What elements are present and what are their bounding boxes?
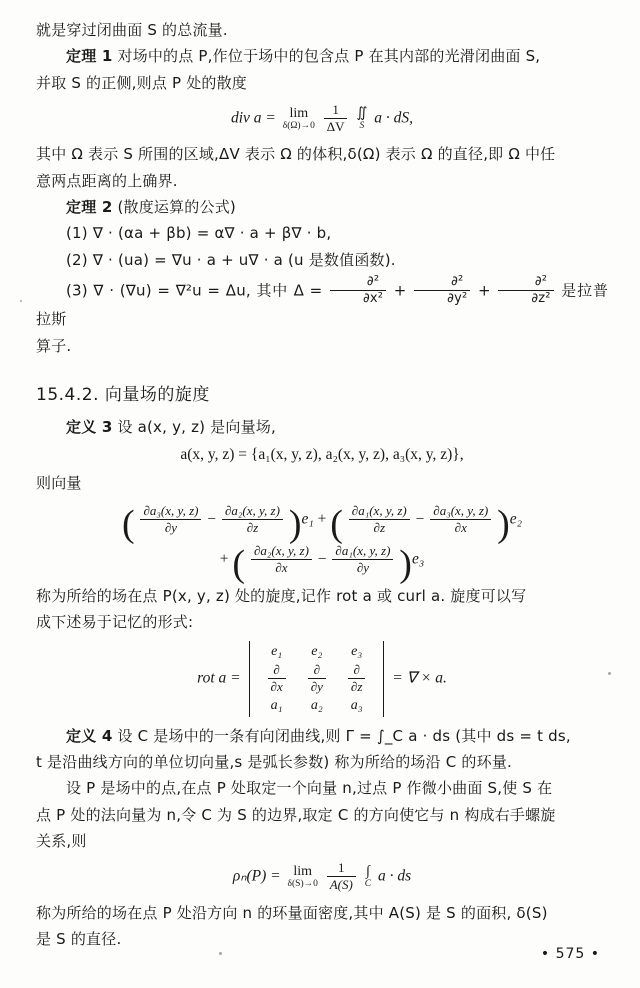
equation-divergence — [36, 102, 608, 136]
theorem-1-text: 对场中的点 P,作位于场中的包含点 P 在其内部的光滑闭曲面 S, — [117, 47, 541, 66]
laplacian-term-x — [330, 274, 386, 308]
definition-3-label: 定义 3 — [66, 417, 113, 436]
partial-z-denominator: ∂z — [350, 679, 363, 695]
equation-divergence-limit — [283, 106, 315, 132]
det-cell-e3: e₃ — [351, 644, 363, 660]
rho-limit — [288, 864, 318, 890]
divergence-formula-item-2: (2) ∇ · (ua) = ∇u · a + u∇ · a (u 是数值函数). — [66, 250, 396, 269]
laplacian-term-z — [498, 274, 553, 308]
surface-integral-symbol — [356, 106, 367, 132]
curl-3a-numerator: ∂a₂(x, y, z) — [251, 543, 312, 560]
scan-speck — [20, 300, 22, 302]
definition-4-text-cont: t 是沿曲线方向的单位切向量,s 是弧长参数) 称为所给的场沿 C 的环量. — [36, 752, 513, 771]
minus-sign-3: − — [317, 550, 327, 568]
det-cell-dy — [297, 661, 337, 697]
curl-1b-numerator: ∂a₂(x, y, z) — [222, 503, 283, 520]
rho-fraction — [327, 860, 356, 894]
open-paren-3: ( — [232, 543, 246, 586]
partial-y-fraction — [308, 662, 326, 696]
partial-x-denominator: ∂x — [270, 679, 283, 695]
page-content — [36, 18, 608, 953]
equation-curl-line2 — [36, 543, 608, 586]
determinant-row-basis — [257, 643, 377, 661]
rho-fraction-numerator: 1 — [327, 860, 356, 877]
determinant-row-components — [257, 697, 377, 715]
plus-sign-2: + — [477, 281, 491, 300]
det-cell-e2: e₂ — [311, 644, 323, 660]
rho-fraction-denominator: A(S) — [329, 877, 353, 893]
partial-z-fraction — [348, 662, 365, 696]
close-paren-2: ) — [497, 502, 510, 545]
curl-3b-numerator: ∂a₁(x, y, z) — [332, 543, 393, 560]
curl-3a-denominator: ∂x — [275, 560, 288, 576]
item-3-tail-cont: 算子. — [36, 336, 72, 355]
curl-2a-numerator: ∂a₁(x, y, z) — [349, 503, 410, 520]
theorem-1-label: 定理 1 — [66, 47, 113, 66]
curl-term-3b — [332, 543, 393, 577]
curl-2b-denominator: ∂x — [454, 519, 467, 535]
curl-1a-numerator: ∂a₃(x, y, z) — [140, 503, 201, 520]
curl-2a-denominator: ∂z — [373, 519, 386, 535]
final-description-line1: 称为所给的场在点 P 处沿方向 n 的环量面密度,其中 A(S) 是 S 的面积, δ(S) — [36, 903, 548, 922]
rot-rhs: = ∇ × a. — [392, 669, 447, 687]
det-cell-a2: a₂ — [310, 697, 323, 713]
rot-lhs: rot a = — [197, 669, 241, 687]
theorem-2-label: 定理 2 — [66, 197, 113, 216]
rho-limit-subscript: δ(S)→0 — [287, 879, 318, 890]
divergence-formula-item-1: (1) ∇ · (αa + βb) = α∇ · a + β∇ · b, — [66, 224, 332, 243]
final-description-line2: 是 S 的直径. — [36, 929, 122, 948]
open-paren-1: ( — [121, 502, 135, 545]
equation-curl-line1 — [36, 502, 608, 545]
scan-speck — [219, 952, 222, 955]
fraction-denominator: ΔV — [326, 119, 345, 135]
laplacian-z-denominator: ∂z² — [531, 291, 551, 307]
close-paren-1: ) — [288, 502, 302, 545]
partial-x-numerator: ∂ — [268, 662, 286, 679]
divergence-formula-item-3 — [36, 274, 608, 332]
laplacian-y-denominator: ∂y² — [447, 291, 468, 307]
omega-description-line2: 意两点距离的上确界. — [36, 171, 178, 190]
laplacian-z-numerator: ∂² — [498, 274, 553, 291]
theorem-1-paragraph — [36, 44, 608, 68]
det-cell-dx — [257, 661, 297, 697]
laplacian-y-numerator: ∂² — [414, 274, 470, 291]
plus-sign-1: + — [393, 281, 407, 300]
laplacian-x-denominator: ∂x² — [362, 291, 384, 307]
definition-3-paragraph — [36, 415, 608, 439]
scan-speck — [608, 672, 611, 675]
section-heading-curl: 15.4.2. 向量场的旋度 — [36, 384, 210, 405]
equation-divergence-fraction — [324, 102, 348, 136]
curl-description-line1: 称为所给的场在点 P(x, y, z) 处的旋度,记作 rot a 或 curl a. 旋度可以写 — [36, 586, 527, 605]
point-p-description-line2: 点 P 处的法向量为 n,令 C 为 S 的边界,取定 C 的方向使它与 n 构成右手螺旋 — [36, 805, 556, 824]
equation-circulation-density — [36, 860, 608, 894]
basis-vector-e1: e₁ — [301, 509, 314, 527]
theorem-1-text-cont: 并取 S 的正侧,则点 P 处的散度 — [36, 73, 248, 92]
definition-4-paragraph — [36, 724, 608, 748]
definition-4-text: 设 C 是场中的一条有向闭曲线,则 Γ = ∫_C a · ds (其中 ds = t ds, — [117, 726, 571, 745]
laplacian-term-y — [414, 274, 470, 308]
partial-y-numerator: ∂ — [308, 662, 326, 679]
double-integral-icon: ∬ — [356, 105, 368, 121]
basis-vector-e3: e₃ — [411, 550, 425, 568]
limit-subscript: δ(Ω)→0 — [282, 121, 315, 132]
definition-3-text: 设 a(x, y, z) 是向量场, — [117, 417, 276, 436]
definition-4-label: 定义 4 — [66, 726, 113, 745]
plus-sign-3: + — [317, 509, 327, 527]
then-vector-label: 则向量 — [36, 474, 82, 493]
curl-term-3a — [251, 543, 312, 577]
curl-3b-denominator: ∂y — [356, 560, 370, 576]
det-cell-a1: a₁ — [270, 697, 283, 713]
minus-sign-2: − — [415, 509, 425, 527]
determinant-matrix — [249, 641, 385, 717]
equation-divergence-tail: a · dS, — [374, 109, 414, 127]
curl-term-1b — [222, 503, 283, 537]
rho-tail: a · ds — [377, 867, 412, 885]
curl-term-1a — [140, 503, 201, 537]
basis-vector-e2: e₂ — [509, 509, 523, 527]
point-p-description-line1: 设 P 是场中的点,在点 P 处取定一个向量 n,过点 P 作微小曲面 S,使 S 在 — [66, 779, 553, 798]
line-integral-symbol — [365, 864, 371, 890]
equation-divergence-lhs: div a = — [230, 109, 276, 127]
curl-1b-denominator: ∂z — [246, 519, 259, 535]
partial-y-denominator: ∂y — [310, 679, 323, 695]
partial-z-numerator: ∂ — [348, 662, 365, 679]
fraction-numerator: 1 — [324, 102, 348, 119]
laplacian-x-numerator: ∂² — [330, 274, 386, 291]
determinant-table — [257, 643, 377, 715]
det-cell-e1: e₁ — [271, 644, 283, 660]
curl-description-line2: 成下述易于记忆的形式: — [36, 612, 194, 631]
integral-subscript-C: C — [364, 879, 372, 890]
theorem-2-text: (散度运算的公式) — [117, 197, 236, 216]
limit-lim-text: lim — [289, 105, 309, 121]
det-cell-dz — [337, 661, 376, 697]
line-total-flux: 就是穿过闭曲面 S 的总流量. — [36, 21, 228, 39]
item-3-tail: 是拉普拉斯 — [36, 281, 609, 329]
integral-icon: ∫ — [365, 863, 370, 879]
rho-limit-lim-text: lim — [293, 863, 313, 879]
plus-sign-4: + — [219, 550, 229, 568]
det-cell-a3: a₃ — [350, 697, 363, 713]
rho-lhs: ρₙ(P) = — [232, 867, 281, 885]
equation-rot-determinant — [36, 641, 608, 717]
curl-term-2a — [349, 503, 410, 537]
curl-term-2b — [430, 503, 491, 537]
curl-2b-numerator: ∂a₃(x, y, z) — [430, 503, 491, 520]
omega-description-line1: 其中 Ω 表示 S 所围的区域,ΔV 表示 Ω 的体积,δ(Ω) 表示 Ω 的直径,即 Ω 中任 — [36, 145, 556, 164]
minus-sign-1: − — [207, 509, 217, 527]
item-3-prefix: (3) ∇ · (∇u) = ∇²u = Δu, 其中 Δ = — [66, 281, 323, 300]
determinant-row-operators — [257, 661, 377, 697]
point-p-description-line3: 关系,则 — [36, 831, 87, 850]
curl-1a-denominator: ∂y — [164, 519, 178, 535]
close-paren-3: ) — [399, 543, 412, 586]
integral-subscript-S: S — [359, 121, 365, 132]
page-number: • 575 • — [540, 946, 600, 962]
partial-x-fraction — [268, 662, 286, 696]
open-paren-2: ( — [330, 502, 343, 545]
theorem-2-paragraph — [36, 195, 608, 219]
equation-vector-field-components: a(x, y, z) = {a₁(x, y, z), a₂(x, y, z), a₃(x, y, z)}, — [180, 446, 464, 464]
